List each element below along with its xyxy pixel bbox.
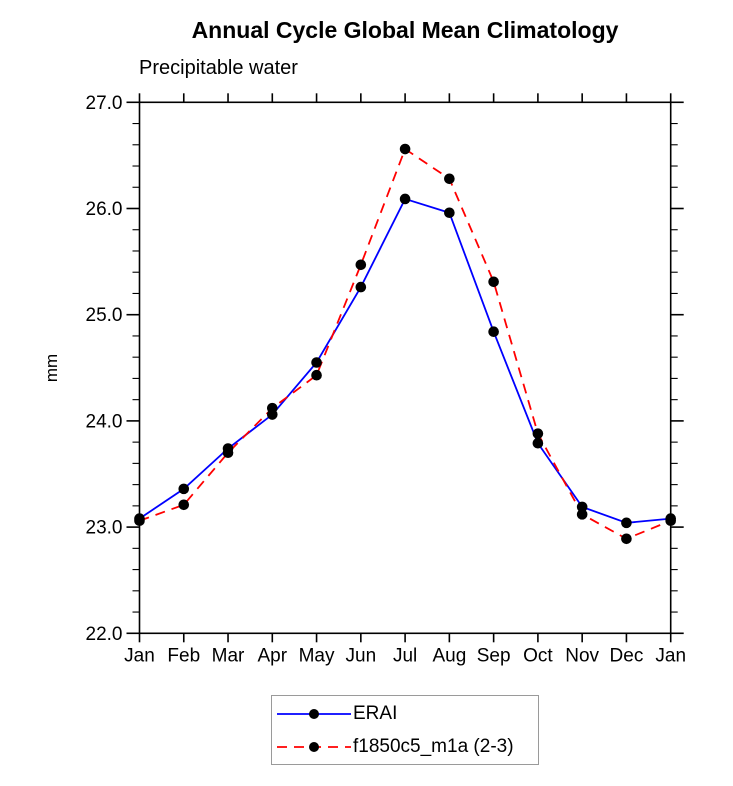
x-tick-label: Jul xyxy=(392,645,418,667)
plot-frame xyxy=(140,102,671,633)
data-point-marker xyxy=(311,370,322,381)
x-tick-label: Dec xyxy=(609,645,644,667)
y-tick-label: 22.0 xyxy=(85,623,123,645)
data-point-marker xyxy=(267,403,278,414)
data-point-marker xyxy=(356,259,367,270)
data-point-marker xyxy=(223,447,234,458)
x-tick-label: Mar xyxy=(211,645,245,667)
data-point-marker xyxy=(665,515,676,526)
x-tick-label: Aug xyxy=(432,645,467,667)
y-tick-label: 27.0 xyxy=(85,92,123,114)
y-tick-label: 23.0 xyxy=(85,517,123,539)
series-line-0 xyxy=(140,199,671,523)
data-point-marker xyxy=(400,144,411,155)
x-tick-label: May xyxy=(298,645,335,667)
x-tick-label: Jun xyxy=(345,645,377,667)
data-point-marker xyxy=(621,533,632,544)
model-line-sample-icon xyxy=(277,740,351,754)
chart-title: Annual Cycle Global Mean Climatology xyxy=(191,17,619,43)
data-point-marker xyxy=(577,509,588,520)
chart-subtitle: Precipitable water xyxy=(139,57,298,79)
x-tick-label: Apr xyxy=(257,645,288,667)
x-tick-label: Nov xyxy=(565,645,600,667)
legend-label-model: f1850c5_m1a (2-3) xyxy=(353,735,514,757)
x-tick-label: Oct xyxy=(523,645,553,667)
legend-entry-erai xyxy=(277,699,538,729)
erai-line-sample-icon xyxy=(277,707,351,721)
x-tick-label: Feb xyxy=(167,645,201,667)
x-tick-label: Sep xyxy=(476,645,511,667)
data-point-marker xyxy=(311,357,322,368)
legend xyxy=(271,695,539,765)
data-point-marker xyxy=(488,276,499,287)
data-point-marker xyxy=(444,207,455,218)
data-point-marker xyxy=(533,438,544,449)
data-point-marker xyxy=(400,194,411,205)
x-tick-label: Jan xyxy=(124,645,155,667)
data-point-marker xyxy=(533,428,544,439)
series-line-1 xyxy=(140,149,671,539)
data-point-marker xyxy=(488,326,499,337)
y-tick-label: 24.0 xyxy=(85,411,123,433)
y-axis-title: mm xyxy=(42,353,61,383)
data-point-marker xyxy=(134,515,145,526)
x-tick-label: Jan xyxy=(655,645,687,667)
y-tick-label: 26.0 xyxy=(85,199,123,220)
legend-label-erai: ERAI xyxy=(353,702,398,724)
legend-entry-model xyxy=(277,732,538,762)
data-point-marker xyxy=(621,518,632,529)
data-point-marker xyxy=(356,282,367,293)
data-point-marker xyxy=(178,484,189,495)
y-tick-label: 25.0 xyxy=(85,305,123,327)
data-point-marker xyxy=(444,173,455,184)
data-point-marker xyxy=(178,499,189,510)
